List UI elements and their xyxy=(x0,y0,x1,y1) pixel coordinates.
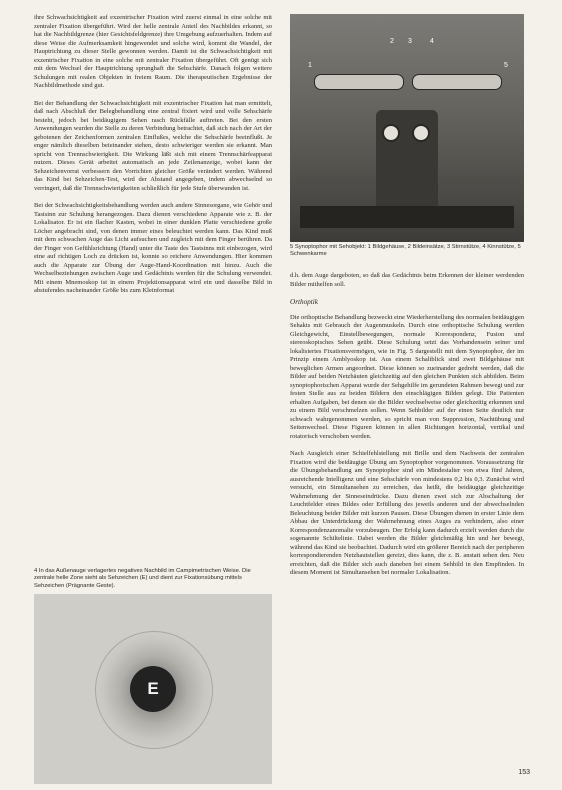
left-paragraph-3: Bei der Schwachsichtigkeitsbehandlung werden auch andere Sinnesorgane, wie Gehör und Tastsinn zur Schulung herangezogen. Dazu dienen verschiedene Apparate wie z. B. der Lokalisator. Er ist ein flacher Kasten, wobei in einer dunklen Platte verschiedene große Löcher angebracht sind, von denen immer eines beleuchtet werden kann. Das Kind muß mit dem schwachen Auge das Licht aufsuchen und zugleich mit dem Finger berühren. Da der Finger von Gefühlsrichtung (Hand) unter die Taste des Tastsinns mit einbezogen, wird eine auf richtigen Loch zu drücken ist, konnte so reichere Anwendungen. Hier kommen auch die Apparate zur Übung der Auge-Hand-Koordination mit hinzu. Auch die Wechselbeziehungen zwischen Auge und Gedächtnis werden für die Schulung verwendet. Mit einem Mnemoskop ist in einem Projektionsapparat wird ein und dasselbe Bild in abstufendes nacheinander Größe bis zum Kleinformat xyxy=(34,202,272,294)
callout-1: 1 xyxy=(308,62,312,69)
section-heading: Orthoptik xyxy=(290,298,318,306)
left-paragraph-2: Bei der Behandlung der Schwachsichtigkeit mit exzentrischer Fixation hat man ermittelt, daß nach Abschluß der Belegbehandlung eine zentral fixiert wird und volle Sehschärfe besteht, jedoch bei beidäugigem Sehen rasch Rückfälle auftreten. Bei den ersten Anwendungen wurden die Stelle zu deren Verbindung betrachtet, daß sich nach der Art der gebotenen der Zeichenformen zentralen Einflußes, welche die Sehschärfe beeinflußt. Je enger nämlich dieselben beieinander stehen, desto schwieriger werden sie erkannt. Man spricht von Trennschwierigkeit. Die Wirkung läßt sich mit einem Trennschärfeapparat nutzen. Dieses Gerät arbeitet automatisch an jede Zeilenanzeige, wobei kann der Sehzeichenvorrat verbessern den Vorrichten gleicher Größe verändert werden. Während das Kind bei Sehzeichen-Test, wird der Abstand angegeben, indem abwechselnd so verringert, daß die Trennschwierigkeiten schließlich für jede Stufe überwunden ist. xyxy=(34,99,272,192)
device-base xyxy=(300,206,514,228)
callout-2: 2 xyxy=(390,38,394,45)
left-paragraph-1: ihre Schwachsichtigkeit auf exzentrischer Fixation wird zuerst einmal in eine solche mit zentraler Fixation übergeführt. Wird der helle zentrale Anteil des Nachbildes erkannt, so hat die Nachbildgrenze (hier Gesichtsfeldgrenze) ihre Umgebung aufzuerhalten. Indem auf diese Weise die Aufmerksamkeit hingewendet und solche wird, kommt die Wandel, der Hauptrichtung zu dieser Stelle gewonnen werden. Damit ist die Schwachsichtigkeit mit exzentrischer Fixation in eine solche mit zentraler Fixation übergeführt. Oft genügt sich mit dem Wechsel der Hauptrichtung sprunghaft die Sehschärfe. Danach folgen weitere Schulungen mit realen Objekten in freiem Raum. Die therapeutischen Ergebnisse der Nachbildmethode sind gut. xyxy=(34,14,272,89)
figure-4-caption: 4 In das Außenauge verlagertes negatives Nachbild im Campimetrischen Weise. Die zentrale helle Zone sieht als Sehzeichen (E) und dient zur Fixationsübung mittels Sehzeichen (Prägnante Geste). xyxy=(34,568,251,589)
callout-3: 3 xyxy=(408,38,412,45)
right-paragraph-1: Die orthoptische Behandlung bezweckt eine Wiederherstellung des normalen beidäugigen Sehakts mit Gebrauch der Augenmuskeln. Durch eine orthoptische Schulung werden Gleichgewicht, Einstellbewegungen, normale Korrespondenz, Fusion und stereoskopisches Sehen geübt. Diese Schulung setzt das Vorhandensein seiner und lokalisiertes Fixationsvermögen, wie in Fig. 5 dargestellt mit dem Synoptophor, der im Prinzip einem Amblyoskop ist. Aus einem Schaltblick sind zwei Bildgehäuse mit beweglichen Armen angeordnet. Diese können so zueinander gedreht werden, daß die Bilder auf beiden Netzhäuten gleichzeitig auf den gleichen Punkten sich abbilden. Beim synoptophorischen Apparat wurde der Sehgehilfe im gerundeten Rahmen bewegt und zur festen Stelle aus zu beiden Bildern den einschlägigen Bilden gelegt. Die Patienten erhalten Aufgaben, bei denen sie die Bilder wechselweise oder gleichzeitig erkennen und zu einem Bild verschmelzen sollen. Wenn Sehbilder auf der einen Seite deutlich nur schwach wahrgenommen werden, so spricht man von Suppression, Nachtübung und Seitenwechsel. Diese Figuren können in allen Richtungen horizontal, vertikal und rotatorisch verschoben werden. xyxy=(290,313,524,440)
callout-5: 5 xyxy=(504,62,508,69)
synoptophor-photo xyxy=(290,14,524,242)
afterimage-figure xyxy=(34,594,272,784)
right-paragraph-2: Nach Ausgleich einer Schielfehlstellung mit Brille und dem Nachweis der zentralen Fixation wird die beidäugige Übung am Synoptophor vorgenommen. Voraussetzung für die Übungsbehandlung am Synoptophor sind ein Mindestalter von etwa fünf Jahren, ausreichende Intelligenz und eine Sehschärfe von mindestens 0,2 bis 0,3. Zunächst wird versucht, ein Simultansehen zu erreichen, das heißt, die beidäugige gleichzeitige Wahrnehmung der Sinneseindrücke. Dazu dienen zwei sich zur Abschaltung der Leuchtfelder eines Bildes oder Erfüllung des jeweils anderen und der abwechselnden Beleuchtung beider Bilder mit kurzen Pausen. Diese Übungen dienen in erster Linie dem Abbau der Unterdrückung der Wahrnehmung eines Auges zu verhindern, also einer Korrespondenzanomalie vorzubeugen. Der Erfolg kann dadurch erzielt werden durch die sogenannte Schiltelinie. Dabei werden die Bilder gleichmäßig hin und her bewegt, während das Kind sie beobachtet. Dadurch wird ein größerer Bereich nach der peripheren korrespondierenden Netzhautstellen gereizt, dies kann, die z. B. anstatt sehen den. Neu erreichten, daß die Bilder sich auch daneben bei einem Sehbild in den Empfinden. In diesem Moment ist Simultansehen bei normaler Lokalisation. xyxy=(290,450,524,576)
figure-5-caption: 5 Synoptophor mit Sehobjekt: 1 Bildgehäuse, 2 Bildeinsätze, 3 Stirnstütze, 4 Kinnstütze, 5 Schwenkarme xyxy=(290,244,521,258)
right-arm-tube xyxy=(412,74,502,90)
dial-right xyxy=(412,124,430,142)
left-arm-tube xyxy=(314,74,404,90)
left-text-column xyxy=(34,14,272,305)
e-optotype: E xyxy=(130,666,176,712)
callout-4: 4 xyxy=(430,38,434,45)
right-intro: d.h. dem Auge dargeboten, so daß das Gedächtnis beim Erkennen der kleiner werdenden Bilder mithelfen soll. xyxy=(290,272,524,288)
page-number: 153 xyxy=(518,769,530,776)
dial-left xyxy=(382,124,400,142)
right-text-column xyxy=(290,272,524,587)
